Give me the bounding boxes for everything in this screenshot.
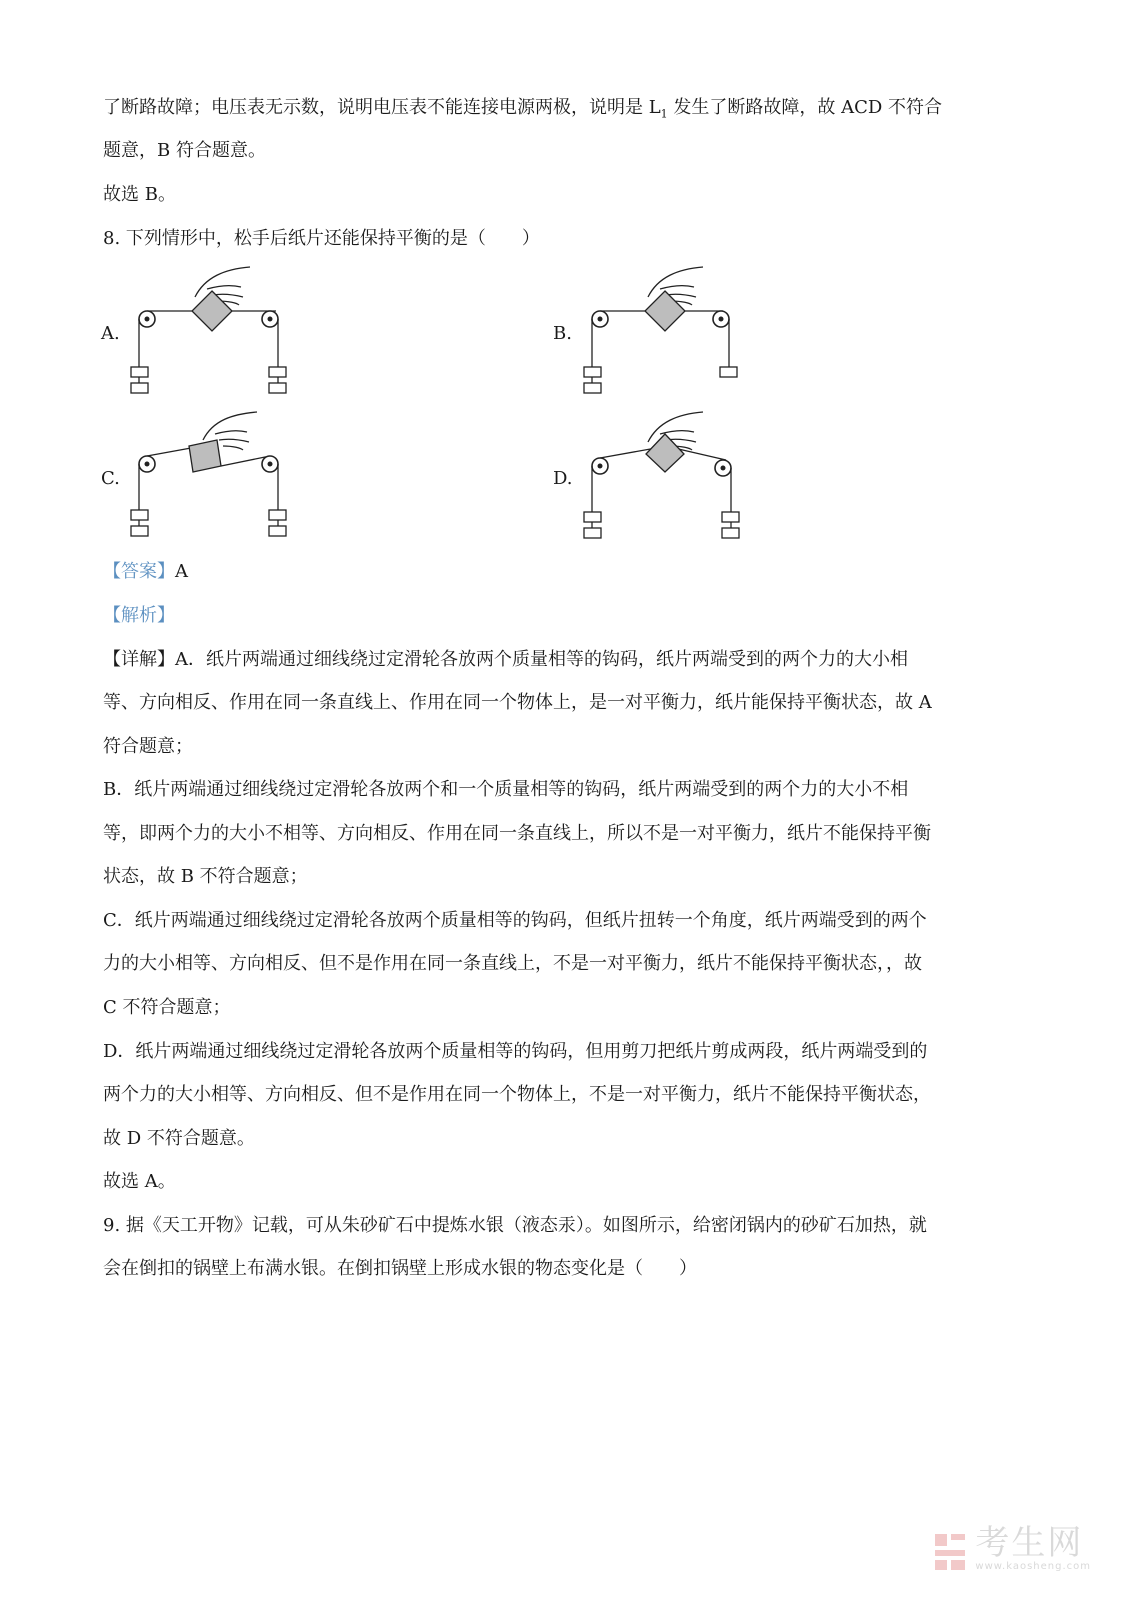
option-c-label: C.	[101, 468, 120, 489]
hook-weight	[584, 383, 601, 393]
hook-weight	[720, 367, 737, 377]
figure-option-a	[125, 265, 295, 400]
detail-line: 符合题意；	[103, 736, 193, 757]
paper-card	[189, 440, 221, 472]
figure-option-b	[578, 265, 748, 400]
watermark-text: 考生网	[975, 1523, 1084, 1563]
hook-weight	[584, 512, 601, 522]
hook-weight	[584, 367, 601, 377]
option-a-label: A.	[101, 323, 120, 344]
hook-weight	[269, 510, 286, 520]
hook-weight	[584, 528, 601, 538]
detail-line: 【详解】A．纸片两端通过细线绕过定滑轮各放两个质量相等的钩码，纸片两端受到的两个力的大小相	[103, 649, 908, 670]
watermark-url: www.kaosheng.com	[975, 1561, 1091, 1572]
answer-value: A	[175, 561, 188, 582]
paper-card	[192, 291, 232, 331]
hook-weight	[269, 367, 286, 377]
detail-line: 等，即两个力的大小不相等、方向相反、作用在同一条直线上，所以不是一对平衡力，纸片不能保持平衡	[103, 823, 931, 844]
detail-line: 力的大小相等、方向相反、但不是作用在同一条直线上，不是一对平衡力，纸片不能保持平衡状态，，故	[103, 953, 922, 974]
question-9: 会在倒扣的锅壁上布满水银。在倒扣锅壁上形成水银的物态变化是（ ）	[103, 1258, 697, 1279]
detail-line: 状态，故 B 不符合题意；	[103, 866, 308, 887]
detail-line: 等、方向相反、作用在同一条直线上、作用在同一个物体上，是一对平衡力，纸片能保持平衡状态，故 A	[103, 692, 932, 713]
text-line: 了断路故障；电压表无示数，说明电压表不能连接电源两极，说明是 $L_1$ 发生了断路故障，故 ACD 不符合	[103, 97, 943, 121]
question-8: 8. 下列情形中，松手后纸片还能保持平衡的是（ ）	[103, 228, 540, 249]
question-9: 9. 据《天工开物》记载，可从朱砂矿石中提炼水银（液态汞）。如图所示，给密闭锅内的砂矿石加热，就	[103, 1215, 927, 1236]
watermark	[933, 1525, 1091, 1572]
analysis-tag: 【解析】	[103, 605, 175, 626]
watermark-logo-icon	[933, 1532, 967, 1572]
detail-line: C 不符合题意；	[103, 997, 231, 1018]
hook-weight	[722, 512, 739, 522]
detail-line: D．纸片两端通过细线绕过定滑轮各放两个质量相等的钩码，但用剪刀把纸片剪成两段，纸片两端受到的	[103, 1041, 928, 1062]
detail-line: 故 D 不符合题意。	[103, 1128, 255, 1149]
figure-option-c	[125, 410, 295, 545]
detail-line: C．纸片两端通过细线绕过定滑轮各放两个质量相等的钩码，但纸片扭转一个角度，纸片两端受到的两个	[103, 910, 927, 931]
figure-option-d	[578, 410, 748, 545]
option-d-label: D.	[553, 468, 573, 489]
answer-line	[103, 560, 188, 584]
hook-weight	[269, 526, 286, 536]
text-line: 题意，B 符合题意。	[103, 140, 266, 161]
paper-card	[645, 291, 685, 331]
detail-line: 故选 A。	[103, 1171, 176, 1192]
text-line: 故选 B。	[103, 184, 176, 205]
option-b-label: B.	[553, 323, 572, 344]
hook-weight	[269, 383, 286, 393]
detail-line: B．纸片两端通过细线绕过定滑轮各放两个和一个质量相等的钩码，纸片两端受到的两个力的大小不相	[103, 779, 909, 800]
hook-weight	[131, 510, 148, 520]
hook-weight	[722, 528, 739, 538]
hook-weight	[131, 526, 148, 536]
hook-weight	[131, 383, 148, 393]
detail-line: 两个力的大小相等、方向相反、但不是作用在同一个物体上，不是一对平衡力，纸片不能保持平衡状态，	[103, 1084, 931, 1105]
hook-weight	[131, 367, 148, 377]
answer-tag: 【答案】	[103, 561, 175, 582]
